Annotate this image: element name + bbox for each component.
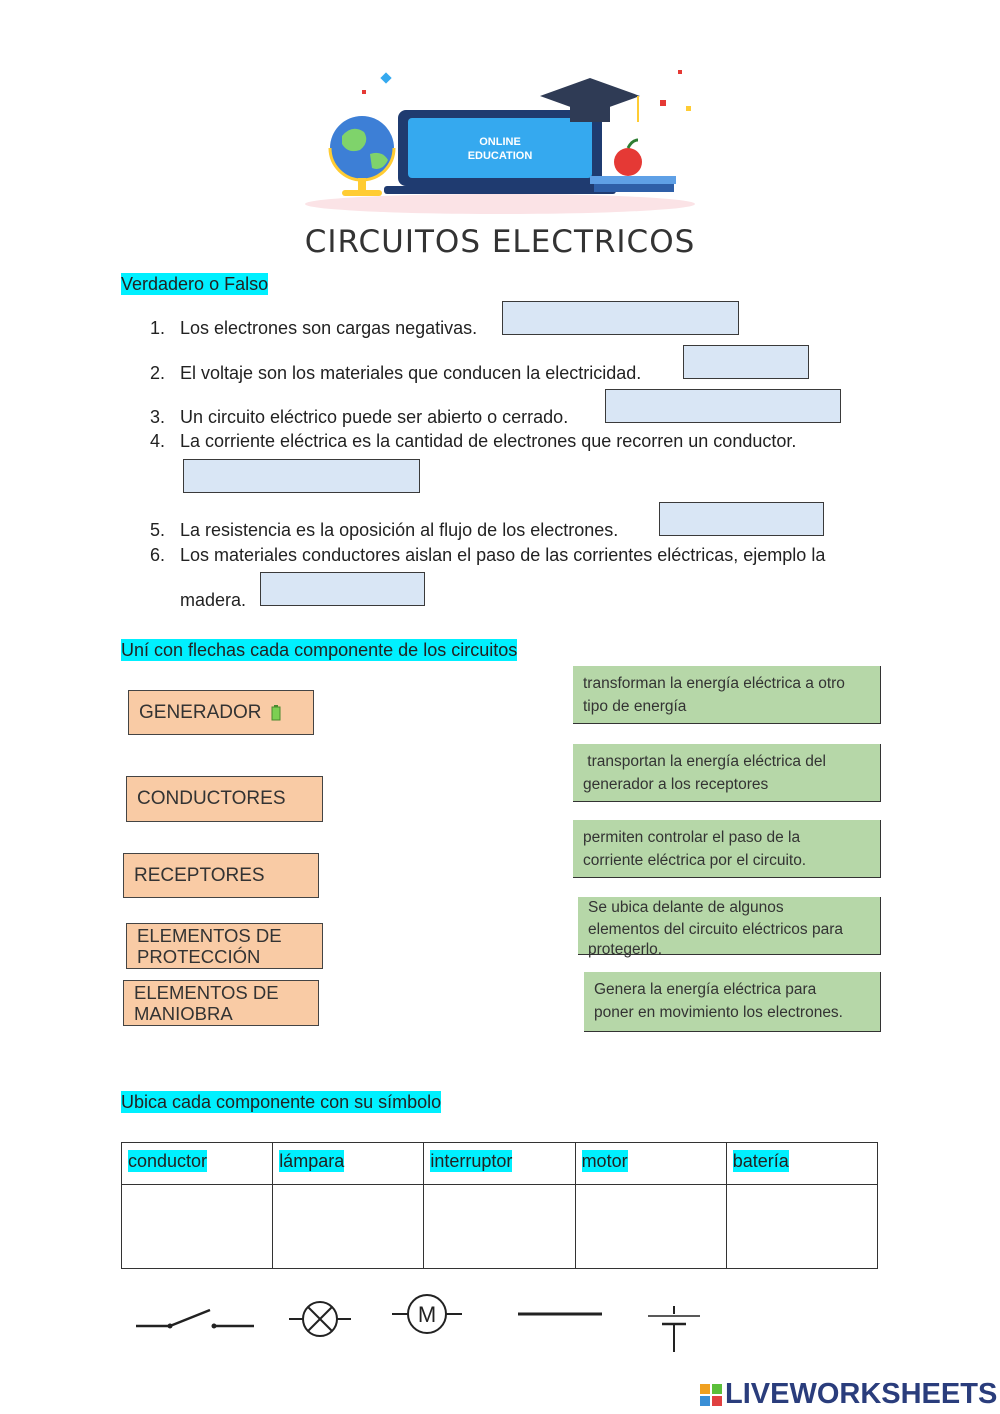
answer-box-6[interactable] [260, 572, 425, 606]
section-heading-symbols: Ubica cada componente con su símbolo [121, 1092, 442, 1112]
definition-2[interactable]: transportan la energía eléctrica del generador a los receptores [573, 744, 881, 802]
column-conductor: conductor [122, 1143, 273, 1185]
svg-text:EDUCATION: EDUCATION [467, 150, 533, 162]
column-motor: motor [575, 1143, 726, 1185]
section-heading-match: Uní con flechas cada componente de los circuitos [121, 640, 518, 660]
question-6: 6. Los materiales conductores aislan el paso de las corrientes eléctricas, ejemplo la [150, 545, 826, 565]
column-lampara: lámpara [273, 1143, 424, 1185]
liveworksheets-logo: LIVEWORKSHEETS [700, 1378, 997, 1411]
lamp-symbol-icon[interactable] [285, 1295, 355, 1345]
question-1: 1. Los electrones son cargas negativas. [150, 318, 478, 338]
component-conductores[interactable]: CONDUCTORES [126, 776, 323, 822]
page-title: CIRCUITOS ELECTRICOS [304, 224, 696, 260]
question-2: 2. El voltaje son los materiales que conducen la electricidad. [150, 363, 642, 383]
symbol-table-drop-row [122, 1185, 878, 1269]
header-illustration [300, 66, 700, 216]
symbol-table-header-row [122, 1143, 878, 1185]
switch-symbol-icon[interactable] [130, 1290, 260, 1350]
conductor-symbol-icon[interactable] [512, 1300, 608, 1330]
definition-1[interactable]: transforman la energía eléctrica a otro tipo de energía [573, 666, 881, 724]
question-6-continuation: madera. [180, 590, 247, 610]
definition-5[interactable]: Genera la energía eléctrica para poner en movimiento los electrones. [584, 972, 881, 1032]
svg-text:ONLINE: ONLINE [479, 136, 521, 148]
drop-cell-motor[interactable] [575, 1185, 726, 1269]
answer-box-1[interactable] [502, 301, 739, 335]
column-interruptor: interruptor [424, 1143, 575, 1185]
definition-4[interactable]: Se ubica delante de algunos elementos del circuito eléctricos para protegerlo. [578, 897, 881, 955]
definition-3[interactable]: permiten controlar el paso de la corriente eléctrica por el circuito. [573, 820, 881, 878]
question-5: 5. La resistencia es la oposición al flujo de los electrones. [150, 520, 619, 540]
question-4: 4. La corriente eléctrica es la cantidad de electrones que recorren un conductor. [150, 431, 797, 451]
drop-cell-interruptor[interactable] [424, 1185, 575, 1269]
section-heading-true-false: Verdadero o Falso [121, 274, 269, 294]
battery-symbol-icon[interactable] [640, 1300, 710, 1360]
logo-mark-icon [700, 1381, 722, 1403]
component-elementos-proteccion[interactable]: ELEMENTOS DE PROTECCIÓN [126, 923, 323, 969]
component-receptores[interactable]: RECEPTORES [123, 853, 319, 898]
drop-cell-conductor[interactable] [122, 1185, 273, 1269]
svg-text:M: M [417, 1302, 437, 1327]
answer-box-2[interactable] [683, 345, 809, 379]
motor-symbol-icon[interactable] [388, 1290, 468, 1340]
component-generador[interactable]: GENERADOR [128, 690, 314, 735]
component-elementos-maniobra[interactable]: ELEMENTOS DE MANIOBRA [123, 980, 319, 1026]
symbol-table [121, 1142, 878, 1269]
column-bateria: batería [726, 1143, 877, 1185]
question-3: 3. Un circuito eléctrico puede ser abierto o cerrado. [150, 407, 569, 427]
drop-cell-lampara[interactable] [273, 1185, 424, 1269]
battery-icon [271, 705, 281, 721]
drop-cell-bateria[interactable] [726, 1185, 877, 1269]
online-education-illustration [300, 66, 700, 216]
answer-box-3[interactable] [605, 389, 841, 423]
answer-box-5[interactable] [659, 502, 824, 536]
answer-box-4[interactable] [183, 459, 420, 493]
